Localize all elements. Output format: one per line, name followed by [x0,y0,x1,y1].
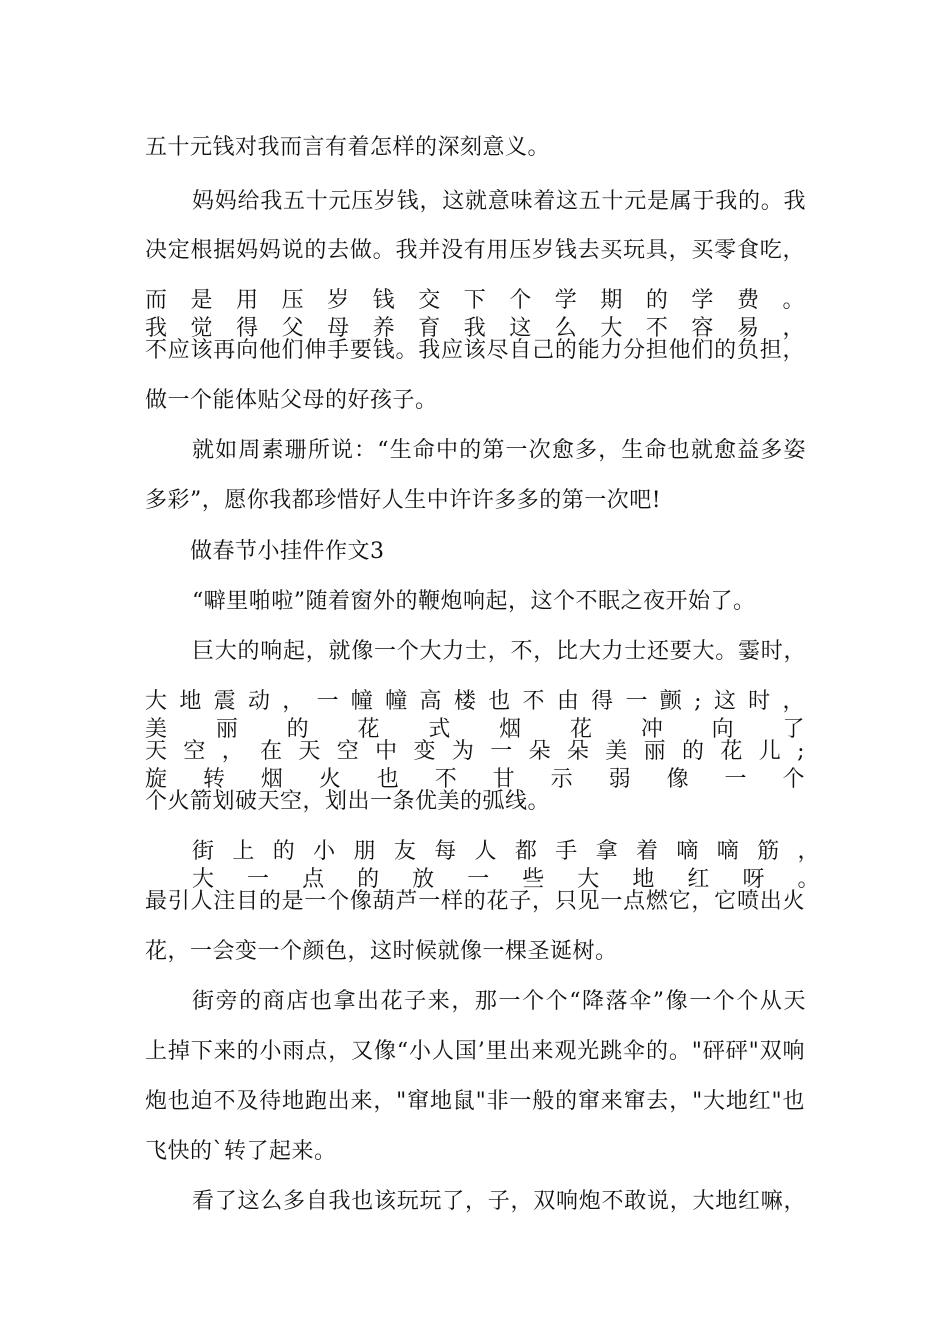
text-line: 个火箭划破天空，划出一条优美的弧线。 [145,789,551,814]
paragraph-first-line: 就如周素珊所说：“生命中的第一次愈多，生命也就愈益多姿 [192,438,806,463]
paragraph-first-line: 街旁的商店也拿出花子来，那一个个“降落伞”像一个个从天 [192,989,806,1014]
text-line: 花，一会变一个颜色，这时候就像一棵圣诞树。 [145,939,618,964]
text-line: 五十元钱对我而言有着怎样的深刻意义。 [145,135,551,160]
paragraph-first-line: “噼里啪啦”随着窗外的鞭炮响起，这个不眠之夜开始了。 [192,589,756,614]
paragraph-first-line: 街上的小朋友每人都手拿着嘀嘀筋，大一点的放一些大地红呀。 [192,839,820,892]
text-line: 做一个能体贴父母的好孩子。 [145,388,438,413]
section-title: 做春节小挂件作文3 [190,539,385,564]
text-line: 最引人注目的是一个像葫芦一样的花子，只见一点燃它，它喷出火 [145,889,805,914]
text-line: 上掉下来的小雨点，又像“小人国’里出来观光跳伞的。"砰砰"双响 [145,1039,805,1064]
text-line: 飞快的`转了起来。 [145,1139,337,1164]
text-line: 不应该再向他们伸手要钱。我应该尽自己的能力分担他们的负担， [145,338,805,363]
text-line: 天空，在天空中变为一朵朵美丽的花儿;旋转烟火也不甘示弱像一个 [145,739,805,792]
text-line: 大地震动，一幢幢高楼也不由得一颤;这时，美丽的花式烟花冲向了 [145,689,805,742]
text-line: 决定根据妈妈说的去做。我并没有用压岁钱去买玩具，买零食吃， [145,238,805,263]
paragraph-first-line: 巨大的响起，就像一个大力士，不，比大力士还要大。霎时， [192,639,806,664]
text-line: 炮也迫不及待地跑出来，"窜地鼠"非一般的窜来窜去，"大地红"也 [145,1089,805,1114]
paragraph-first-line: 看了这么多自我也该玩玩了，子，双响炮不敢说，大地红嘛， [192,1189,806,1214]
text-line: 多彩”，愿你我都珍惜好人生中许许多多的第一次吧! [145,488,662,513]
text-line: 而是用压岁钱交下个学期的学费。我觉得父母养育我这么大不容易， [145,288,805,341]
paragraph-first-line: 妈妈给我五十元压岁钱，这就意味着这五十元是属于我的。我 [192,189,806,214]
